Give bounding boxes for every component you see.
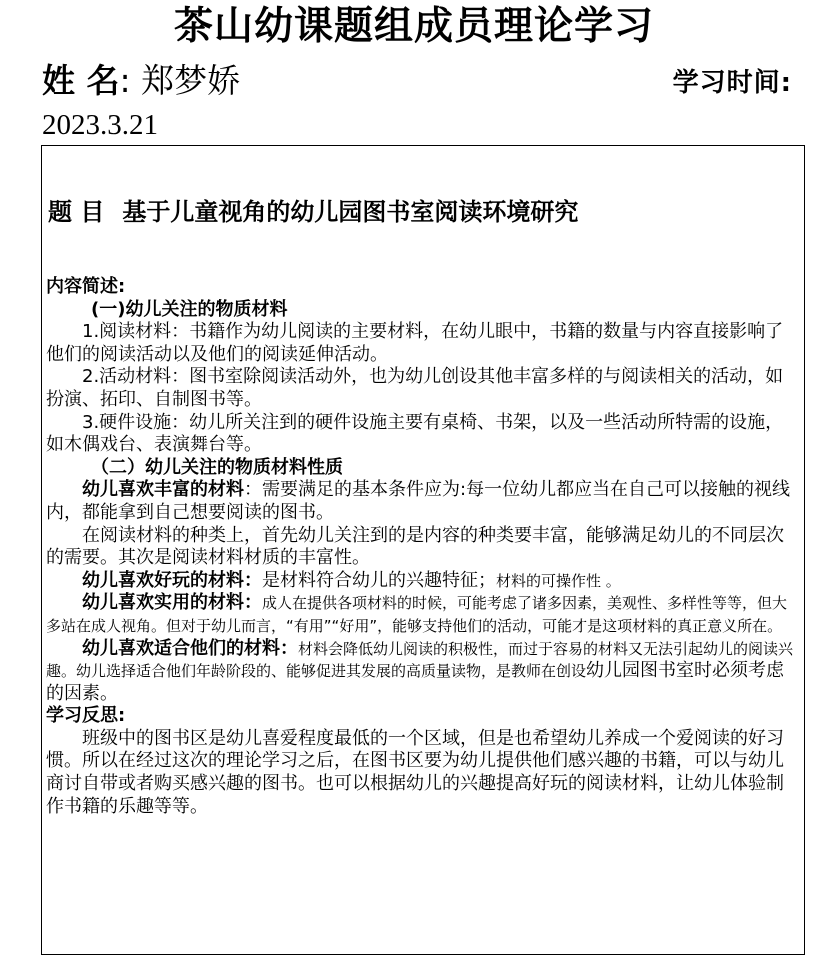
- study-time-label: 学习时间:: [672, 68, 792, 98]
- summary-heading: 内容简述:: [46, 276, 126, 297]
- summary-paragraph-2: 2.活动材料：图书室除阅读活动外，也为幼儿创设其他丰富多样的与阅读相关的活动，如扮演、拓印、自制图书等。: [46, 366, 784, 410]
- summary-subheading-1: (一)幼儿关注的物质材料: [91, 298, 288, 320]
- summary-paragraph-3: 3.硬件设施：幼儿所关注到的硬件设施主要有桌椅、书架，以及一些活动所特需的设施，如木偶戏台、表演舞台等。: [46, 411, 784, 456]
- name-row: [42, 60, 792, 102]
- practical-materials-paragraph: [46, 592, 800, 637]
- topic-text: 基于儿童视角的幼儿园图书室阅读环境研究: [122, 198, 579, 226]
- content-box: [41, 145, 805, 955]
- name-value: : 郑梦娇: [119, 61, 241, 100]
- summary-paragraph-1: 1.阅读材料：书籍作为幼儿阅读的主要材料，在幼儿眼中，书籍的数量与内容直接影响了他们的阅读活动以及他们的阅读延伸活动。: [46, 321, 784, 365]
- fun-materials-paragraph: [46, 570, 800, 593]
- suitable-materials-paragraph: [46, 638, 800, 706]
- suitable-materials-text-end: 幼儿园图书室时必须考虑的因素。: [46, 660, 785, 704]
- fun-materials-label: 幼儿喜欢好玩的材料：: [82, 569, 262, 591]
- suitable-materials-label: 幼儿喜欢适合他们的材料：: [82, 637, 298, 659]
- practical-materials-label: 幼儿喜欢实用的材料：: [82, 592, 262, 614]
- rich-materials-text: ：需要满足的基本条件应为:每一位幼儿都应当在自己可以接触的视线内，都能拿到自己想要阅读的图书。: [46, 479, 791, 523]
- content-body: [46, 276, 800, 818]
- rich-materials-paragraph: [46, 479, 800, 524]
- fun-materials-text-small: 材料的可操作性 。: [496, 571, 621, 590]
- topic-line: [48, 196, 578, 228]
- reflection-text: 班级中的图书区是幼儿喜爱程度最低的一个区域，但是也希望幼儿养成一个爱阅读的好习惯。所以在经过这次的理论学习之后，在图书区要为幼儿提供他们感兴趣的书籍，可以与幼儿商讨自带或者购买感兴趣的图书。也可以根据幼儿的兴趣提高好玩的阅读材料，让幼儿体验制作书籍的乐趣等等。: [46, 727, 784, 817]
- rich-materials-label: 幼儿喜欢丰富的材料: [82, 479, 244, 501]
- summary-subheading-2: （二）幼儿关注的物质材料性质: [91, 456, 343, 478]
- reflection-heading: 学习反思:: [46, 705, 126, 727]
- fun-materials-text: 是材料符合幼儿的兴趣特征；: [262, 569, 496, 591]
- study-date: 2023.3.21: [42, 109, 158, 141]
- practical-materials-text: 成人在提供各项材料的时候，可能考虑了诸多因素，美观性、多样性等等，但大多站在成人视角。但对于幼儿而言，“有用”“好用”，能够支持他们的活动，可能才是这项材料的真正意义所在。: [46, 594, 788, 635]
- name-label: 姓 名: [42, 61, 120, 100]
- rich-materials-paragraph-2: 在阅读材料的种类上，首先幼儿关注到的是内容的种类要丰富，能够满足幼儿的不同层次的需要。其次是阅读材料材质的丰富性。: [46, 524, 784, 569]
- page-title: 茶山幼课题组成员理论学习: [173, 4, 654, 49]
- topic-label: 题 目: [48, 198, 105, 226]
- suitable-materials-text: 材料会降低幼儿阅读的积极性，而过于容易的材料又无法引起幼儿的阅读兴趣。幼儿选择适合他们年龄阶段的、能够促进其发展的高质量读物，是教师在创设: [46, 639, 794, 681]
